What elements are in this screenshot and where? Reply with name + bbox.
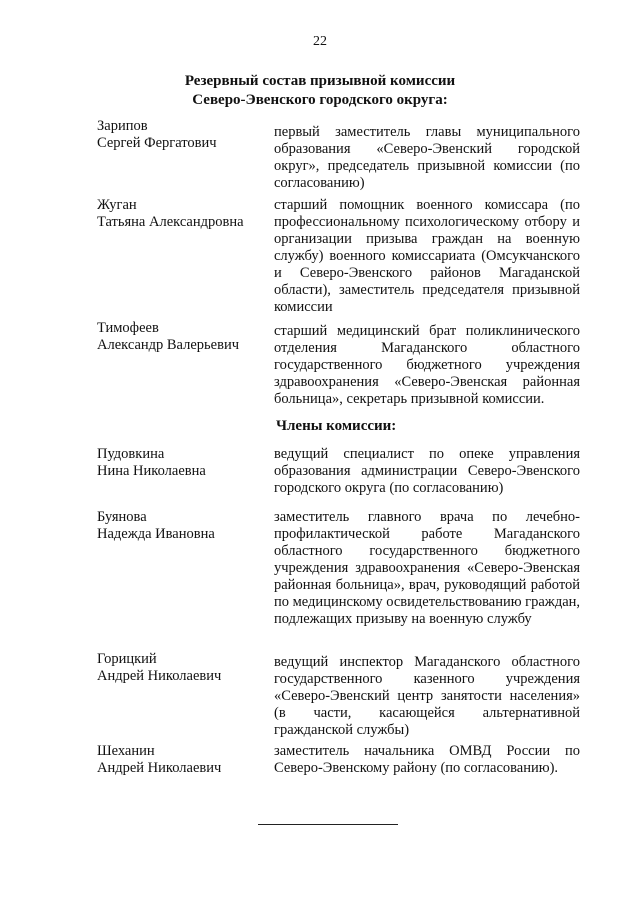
title-line-2: Северо-Эвенского городского округа: (192, 92, 448, 108)
person-given-names: Надежда Ивановна (97, 526, 215, 542)
person-surname: Тимофеев (97, 320, 159, 336)
person-surname: Шеханин (97, 743, 155, 759)
person-given-names: Андрей Николаевич (97, 760, 222, 776)
person-name (97, 446, 267, 480)
person-surname: Горицкий (97, 651, 157, 667)
person-given-names: Татьяна Александровна (97, 214, 244, 230)
person-role: заместитель главного врача по лечебно-профилактической работе Магаданского областного государственного бюджетного учреждения здравоохранения «Северо-Эвенская районная больница», врач, руководящий работой по медицинскому освидетельствованию граждан, подлежащих призыву на военную службу (274, 509, 581, 627)
closing-rule (258, 824, 398, 825)
person-name (97, 509, 267, 543)
person-surname: Буянова (97, 509, 147, 525)
person-name (97, 320, 267, 354)
person-role: заместитель начальника ОМВД России по Северо-Эвенскому району (по согласованию). (274, 743, 580, 776)
members-heading: Члены комиссии: (276, 418, 397, 434)
person-role: ведущий инспектор Магаданского областного государственного казенного учреждения «Северо-Эвенский центр занятости населения» (в части, касающейся альтернативной гражданской службы) (274, 654, 580, 738)
page-number: 22 (313, 34, 327, 49)
person-surname: Пудовкина (97, 446, 165, 462)
person-role: старший помощник военного комиссара (по профессиональному психологическому отбору и организации призыва граждан на военную службу) военного комиссариата (Омсукчанского и Северо-Эвенского районов Магаданской области), заместитель председателя призывной комиссии (274, 197, 580, 315)
document-title (0, 72, 640, 110)
person-given-names: Нина Николаевна (97, 463, 206, 479)
person-given-names: Александр Валерьевич (97, 337, 239, 353)
person-name (97, 118, 267, 152)
person-given-names: Андрей Николаевич (97, 668, 222, 684)
person-role: первый заместитель главы муниципального образования «Северо-Эвенский городской округ», председатель призывной комиссии (по согласованию) (274, 124, 580, 191)
person-name (97, 197, 267, 231)
person-surname: Жуган (97, 197, 137, 213)
person-role: ведущий специалист по опеке управления образования администрации Северо-Эвенского городского округа (по согласованию) (274, 446, 580, 496)
person-given-names: Сергей Фергатович (97, 135, 217, 151)
person-name (97, 651, 267, 685)
title-line-1: Резервный состав призывной комиссии (184, 73, 456, 89)
person-surname: Зарипов (97, 118, 148, 134)
person-name (97, 743, 267, 777)
person-role: старший медицинский брат поликлинического отделения Магаданского областного государственного бюджетного учреждения здравоохранения «Северо-Эвенская районная больница», секретарь призывной комиссии. (274, 323, 580, 407)
